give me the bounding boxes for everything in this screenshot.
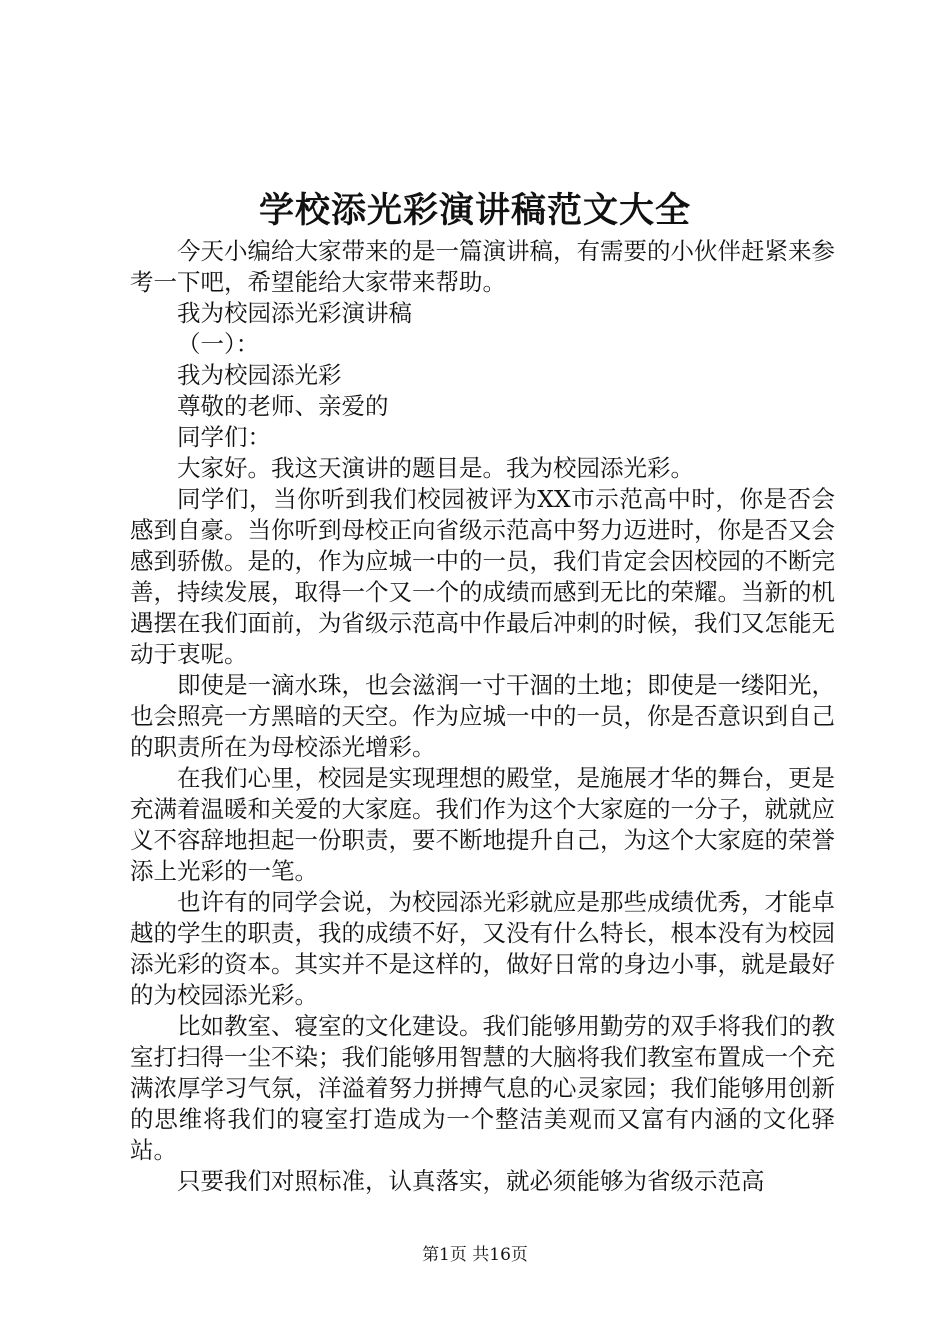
paragraph: 也许有的同学会说，为校园添光彩就应是那些成绩优秀，才能卓越的学生的职责，我的成绩不好，又没有什么特长，根本没有为校园添光彩的资本。其实并不是这样的，做好日常的身边小事，就是最好的为校园添光彩。 bbox=[130, 888, 835, 1009]
paragraph: 同学们，当你听到我们校园被评为XX市示范高中时，你是否会感到自豪。当你听到母校正向省级示范高中努力迈进时，你是否又会感到骄傲。是的，作为应城一中的一员，我们肯定会因校园的不断完善，持续发展，取得一个又一个的成绩而感到无比的荣耀。当新的机遇摆在我们面前，为省级示范高中作最后冲刺的时候，我们又怎能无动于衷呢。 bbox=[130, 485, 835, 668]
paragraph: 即使是一滴水珠，也会滋润一寸干涸的土地；即使是一缕阳光，也会照亮一方黑暗的天空。作为应城一中的一员，你是否意识到自己的职责所在为母校添光增彩。 bbox=[130, 671, 835, 761]
paragraph: 我为校园添光彩 bbox=[177, 361, 342, 389]
page-number-footer: 第1页 共16页 bbox=[422, 1245, 528, 1265]
document-title: 学校添光彩演讲稿范文大全 bbox=[258, 190, 691, 231]
paragraph: 大家好。我这天演讲的题目是。我为校园添光彩。 bbox=[177, 454, 694, 482]
document-body bbox=[130, 236, 835, 1197]
paragraph: 同学们： bbox=[177, 423, 271, 451]
paragraph: 我为校园添光彩演讲稿 bbox=[177, 299, 412, 327]
paragraph: 只要我们对照标准，认真落实，就必须能够为省级示范高 bbox=[177, 1167, 765, 1195]
paragraph: 在我们心里，校园是实现理想的殿堂，是施展才华的舞台，更是充满着温暖和关爱的大家庭。我们作为这个大家庭的一分子，就就应义不容辞地担起一份职责，要不断地提升自己，为这个大家庭的荣誉添上光彩的一笔。 bbox=[130, 764, 835, 885]
paragraph: （一）： bbox=[177, 330, 260, 358]
paragraph: 尊敬的老师、亲爱的 bbox=[177, 392, 389, 420]
paragraph: 比如教室、寝室的文化建设。我们能够用勤劳的双手将我们的教室打扫得一尘不染；我们能够用智慧的大脑将我们教室布置成一个充满浓厚学习气氛，洋溢着努力拼搏气息的心灵家园；我们能够用创新的思维将我们的寝室打造成为一个整洁美观而又富有内涵的文化驿站。 bbox=[130, 1012, 835, 1164]
paragraph: 今天小编给大家带来的是一篇演讲稿，有需要的小伙伴赶紧来参考一下吧，希望能给大家带来帮助。 bbox=[130, 237, 835, 296]
